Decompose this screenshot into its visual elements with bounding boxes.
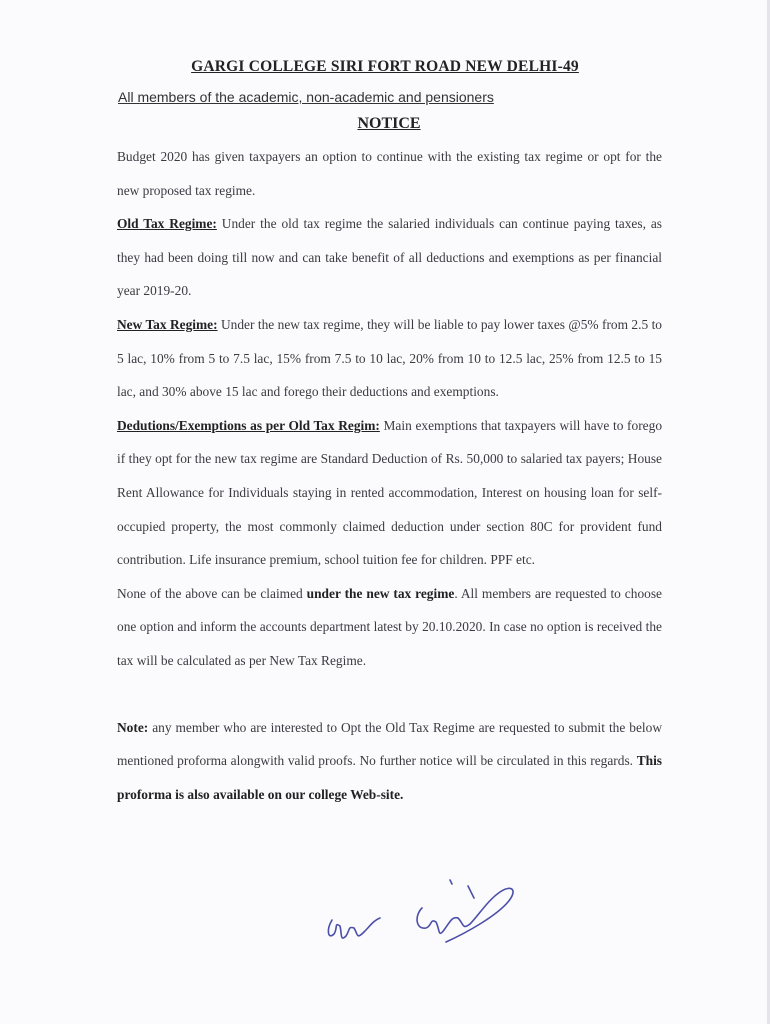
old-regime-paragraph xyxy=(117,207,662,308)
college-title: GARGI COLLEGE SIRI FORT ROAD NEW DELHI-49 xyxy=(191,58,579,75)
notice-heading: NOTICE xyxy=(357,115,421,132)
intro-paragraph xyxy=(117,140,662,207)
spacer xyxy=(117,678,662,711)
old-regime-text: Under the old tax regime the salaried individuals can continue paying taxes, as they had been doing till now and can take benefit of all deductions and exemptions as per financial year 2019-20. xyxy=(117,216,662,299)
audience-line: All members of the academic, non-academic and pensioners xyxy=(118,89,494,105)
none-text-2: . All members are requested to choose one option and inform the accounts department latest by 20.10.2020. In case no option is received the tax will be calculated as per New Tax Regime. xyxy=(117,585,662,668)
note-label: Note: xyxy=(117,719,149,735)
none-claimed-paragraph xyxy=(117,577,662,678)
new-regime-text: Under the new tax regime, they will be liable to pay lower taxes @5% from 2.5 to 5 lac, 10% from 5 to 7.5 lac, 15% from 7.5 to 10 lac, 20% from 10 to 12.5 lac, 25% from 12.5 to 15 lac, and 30% above 15 lac and forego their deductions and exemptions. xyxy=(117,316,663,400)
notice-body xyxy=(117,140,662,811)
old-regime-heading: Old Tax Regime: xyxy=(117,216,217,232)
deductions-paragraph xyxy=(117,409,662,577)
new-regime-paragraph xyxy=(117,308,662,409)
new-regime-heading: New Tax Regime: xyxy=(117,316,218,332)
none-text-1: None of the above can be claimed xyxy=(117,585,307,601)
note-text: any member who are interested to Opt the Old Tax Regime are requested to submit the below mentioned proforma alongwith valid proofs. No further notice will be circulated in this regards. xyxy=(117,719,662,769)
deductions-heading: Dedutions/Exemptions as per Old Tax Regim: xyxy=(117,417,380,433)
intro-text: Budget 2020 has given taxpayers an option to continue with the existing tax regime or opt for the new proposed tax regime. xyxy=(117,149,662,198)
signature-mark xyxy=(318,868,538,958)
deductions-text: Main exemptions that taxpayers will have to forego if they opt for the new tax regime are Standard Deduction of Rs. 50,000 to salaried tax payers; House Rent Allowance for Individuals staying in rented accommodation, Interest on housing loan for self-occupied property, the most commonly claimed deduction under section 80C for provident fund contribution. Life insurance premium, school tuition fee for children. PPF etc. xyxy=(117,417,663,568)
none-bold: under the new tax regime xyxy=(306,585,455,601)
note-paragraph xyxy=(117,711,662,812)
note-bold: This proforma is also available on our college Web-site. xyxy=(117,753,662,802)
